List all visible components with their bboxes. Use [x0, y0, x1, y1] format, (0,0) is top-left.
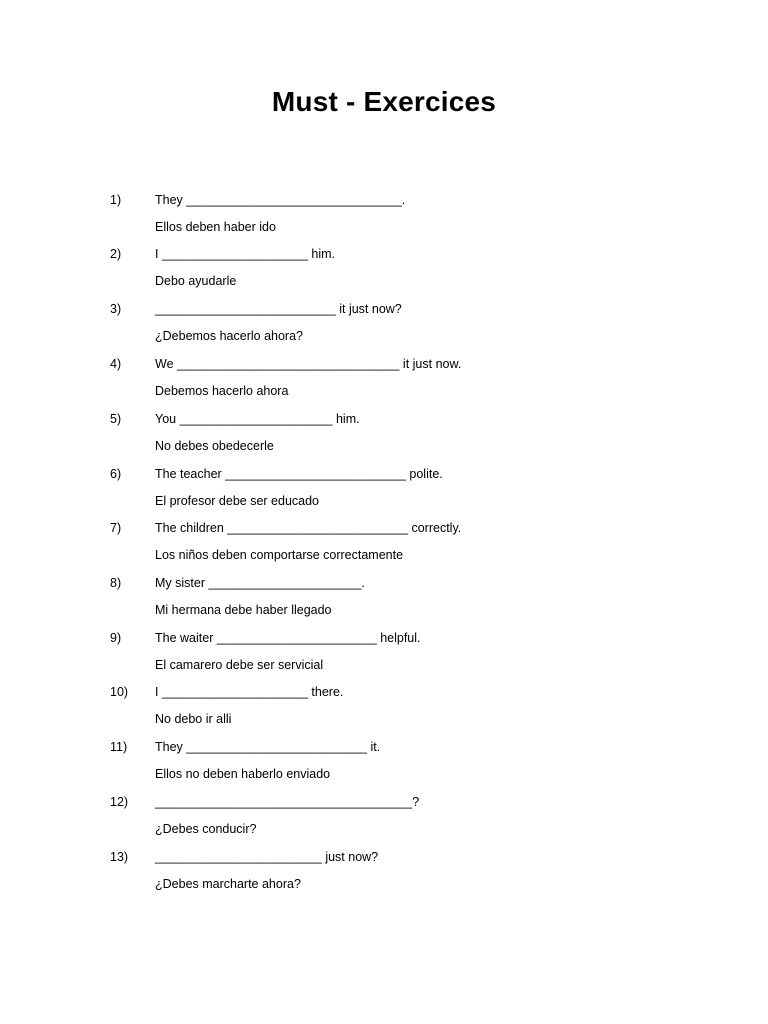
exercise-translation: ¿Debes marcharte ahora?	[155, 877, 301, 891]
page-title: Must - Exercices	[271, 86, 497, 117]
exercise-number: 1)	[110, 193, 122, 207]
exercise-sentence: The waiter _______________________ helpful.	[155, 631, 421, 645]
exercise-number: 11)	[110, 740, 128, 754]
exercise-number: 8)	[110, 576, 122, 590]
exercise-sentence: My sister ______________________.	[155, 576, 365, 590]
exercise-translation: No debes obedecerle	[155, 439, 274, 453]
exercise-sentence: I _____________________ there.	[155, 685, 344, 699]
exercise-sentence: We ________________________________ it just now.	[155, 357, 462, 371]
exercise-sentence: __________________________ it just now?	[155, 302, 402, 316]
exercise-number: 6)	[110, 467, 122, 481]
exercise-translation: No debo ir alli	[155, 712, 232, 726]
exercise-number: 10)	[110, 685, 129, 699]
exercise-translation: El camarero debe ser servicial	[155, 658, 324, 672]
exercise-sentence: The teacher __________________________ polite.	[155, 467, 443, 481]
exercise-translation: Los niños deben comportarse correctamente	[155, 548, 404, 562]
exercise-sentence: They __________________________ it.	[155, 740, 381, 754]
exercise-number: 4)	[110, 357, 122, 371]
exercise-translation: El profesor debe ser educado	[155, 494, 319, 508]
exercise-translation: ¿Debes conducir?	[155, 822, 257, 836]
exercise-number: 12)	[110, 795, 129, 809]
exercise-number: 5)	[110, 412, 122, 426]
exercise-translation: Ellos deben haber ido	[155, 220, 276, 234]
exercise-number: 9)	[110, 631, 122, 645]
exercise-sentence: The children __________________________ correctly.	[155, 521, 462, 535]
exercise-number: 2)	[110, 247, 122, 261]
exercise-sentence: ________________________ just now?	[155, 850, 379, 864]
exercise-translation: Debo ayudarle	[155, 274, 237, 288]
exercise-sentence: _____________________________________?	[155, 795, 420, 809]
exercise-sentence: I _____________________ him.	[155, 247, 336, 261]
exercise-translation: ¿Debemos hacerlo ahora?	[155, 329, 303, 343]
exercise-translation: Debemos hacerlo ahora	[155, 384, 289, 398]
exercise-sentence: You ______________________ him.	[155, 412, 360, 426]
exercise-number: 13)	[110, 850, 129, 864]
exercise-number: 7)	[110, 521, 122, 535]
exercise-translation: Mi hermana debe haber llegado	[155, 603, 332, 617]
exercise-translation: Ellos no deben haberlo enviado	[155, 767, 331, 781]
exercise-number: 3)	[110, 302, 122, 316]
exercise-sentence: They _______________________________.	[155, 193, 406, 207]
